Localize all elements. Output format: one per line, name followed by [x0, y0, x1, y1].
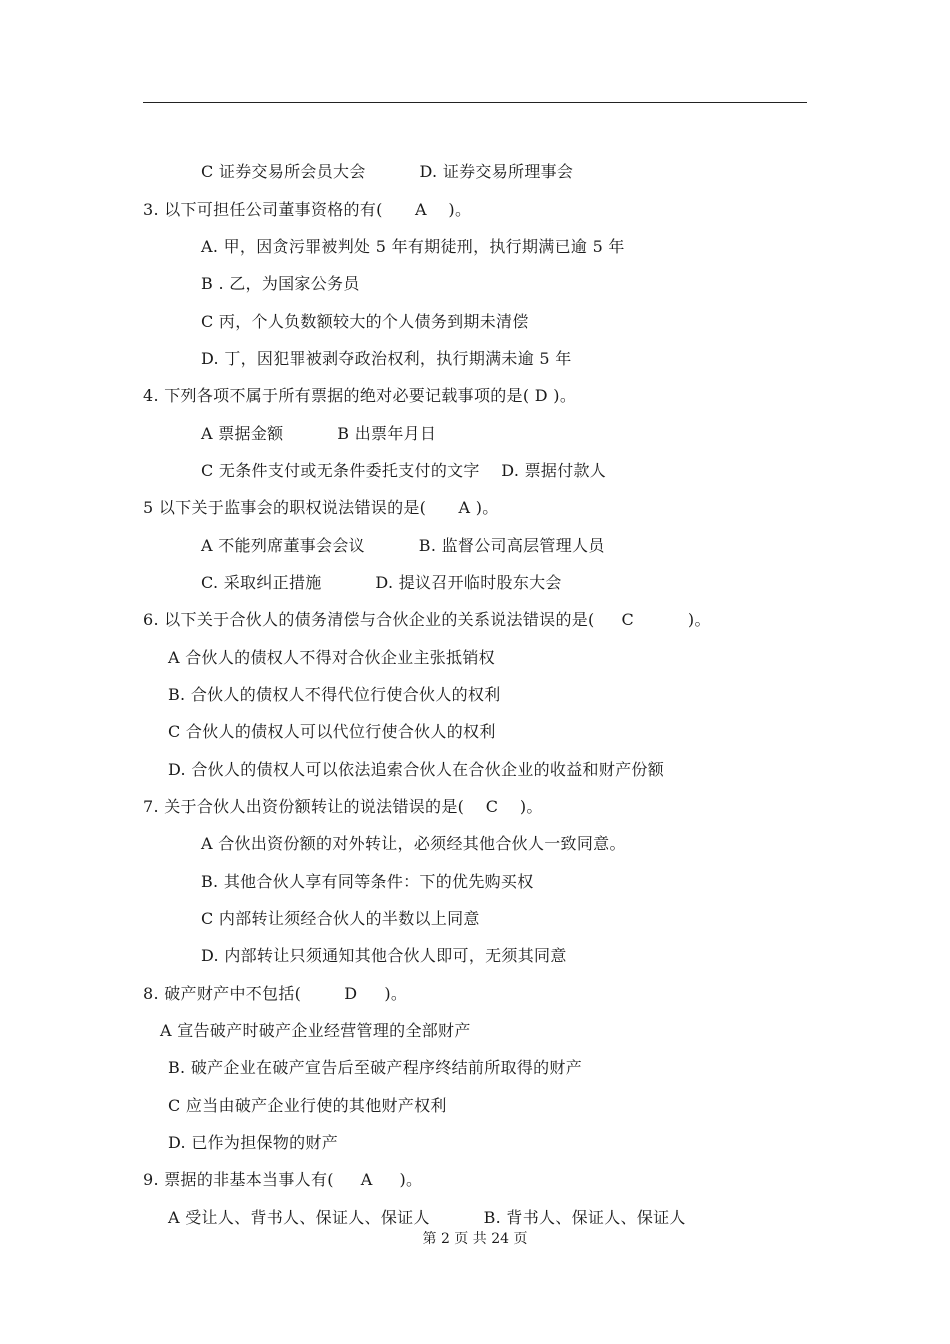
question-8: 8. 破产财产中不包括( D )。 [143, 984, 408, 1003]
question-9: 9. 票据的非基本当事人有( A )。 [143, 1170, 423, 1189]
option-line: D. 已作为担保物的财产 [168, 1133, 339, 1152]
question-4: 4. 下列各项不属于所有票据的绝对必要记载事项的是( D )。 [143, 386, 577, 405]
option-line: B. 其他合伙人享有同等条件：下的优先购买权 [201, 872, 534, 891]
text-line: C 证券交易所会员大会 D. 证券交易所理事会 [201, 162, 574, 181]
option-line: C 应当由破产企业行使的其他财产权利 [168, 1096, 447, 1115]
option-line: B . 乙，为国家公务员 [201, 274, 360, 293]
option-line: D. 合伙人的债权人可以依法追索合伙人在合伙企业的收益和财产份额 [168, 760, 665, 779]
question-5: 5 以下关于监事会的职权说法错误的是( A )。 [143, 498, 499, 517]
option-line: A 宣告破产时破产企业经营管理的全部财产 [160, 1021, 471, 1040]
option-line: A 不能列席董事会会议 B. 监督公司高层管理人员 [201, 536, 605, 555]
option-line: C. 采取纠正措施 D. 提议召开临时股东大会 [201, 573, 562, 592]
option-line: A 受让人、背书人、保证人、保证人 B. 背书人、保证人、保证人 [168, 1208, 686, 1227]
option-line: A 合伙出资份额的对外转让，必须经其他合伙人一致同意。 [201, 834, 626, 853]
option-line: B. 合伙人的债权人不得代位行使合伙人的权利 [168, 685, 501, 704]
option-line: C 内部转让须经合伙人的半数以上同意 [201, 909, 480, 928]
option-line: A. 甲，因贪污罪被判处 5 年有期徒刑，执行期满已逾 5 年 [201, 237, 625, 256]
option-line: C 无条件支付或无条件委托支付的文字 D. 票据付款人 [201, 461, 607, 480]
option-line: D. 丁，因犯罪被剥夺政治权利，执行期满未逾 5 年 [201, 349, 572, 368]
option-line: A 合伙人的债权人不得对合伙企业主张抵销权 [168, 648, 495, 667]
page-footer: 第 2 页 共 24 页 [422, 1231, 528, 1247]
option-line: D. 内部转让只须通知其他合伙人即可，无须其同意 [201, 946, 567, 965]
option-line: C 丙，个人负数额较大的个人债务到期未清偿 [201, 312, 529, 331]
option-line: B. 破产企业在破产宣告后至破产程序终结前所取得的财产 [168, 1058, 583, 1077]
question-6: 6. 以下关于合伙人的债务清偿与合伙企业的关系说法错误的是( C )。 [143, 610, 711, 629]
question-3: 3. 以下可担任公司董事资格的有( A )。 [143, 200, 472, 219]
question-7: 7. 关于合伙人出资份额转让的说法错误的是( C )。 [143, 797, 543, 816]
option-line: C 合伙人的债权人可以代位行使合伙人的权利 [168, 722, 496, 741]
header-rule [143, 102, 807, 103]
option-line: A 票据金额 B 出票年月日 [201, 424, 437, 443]
